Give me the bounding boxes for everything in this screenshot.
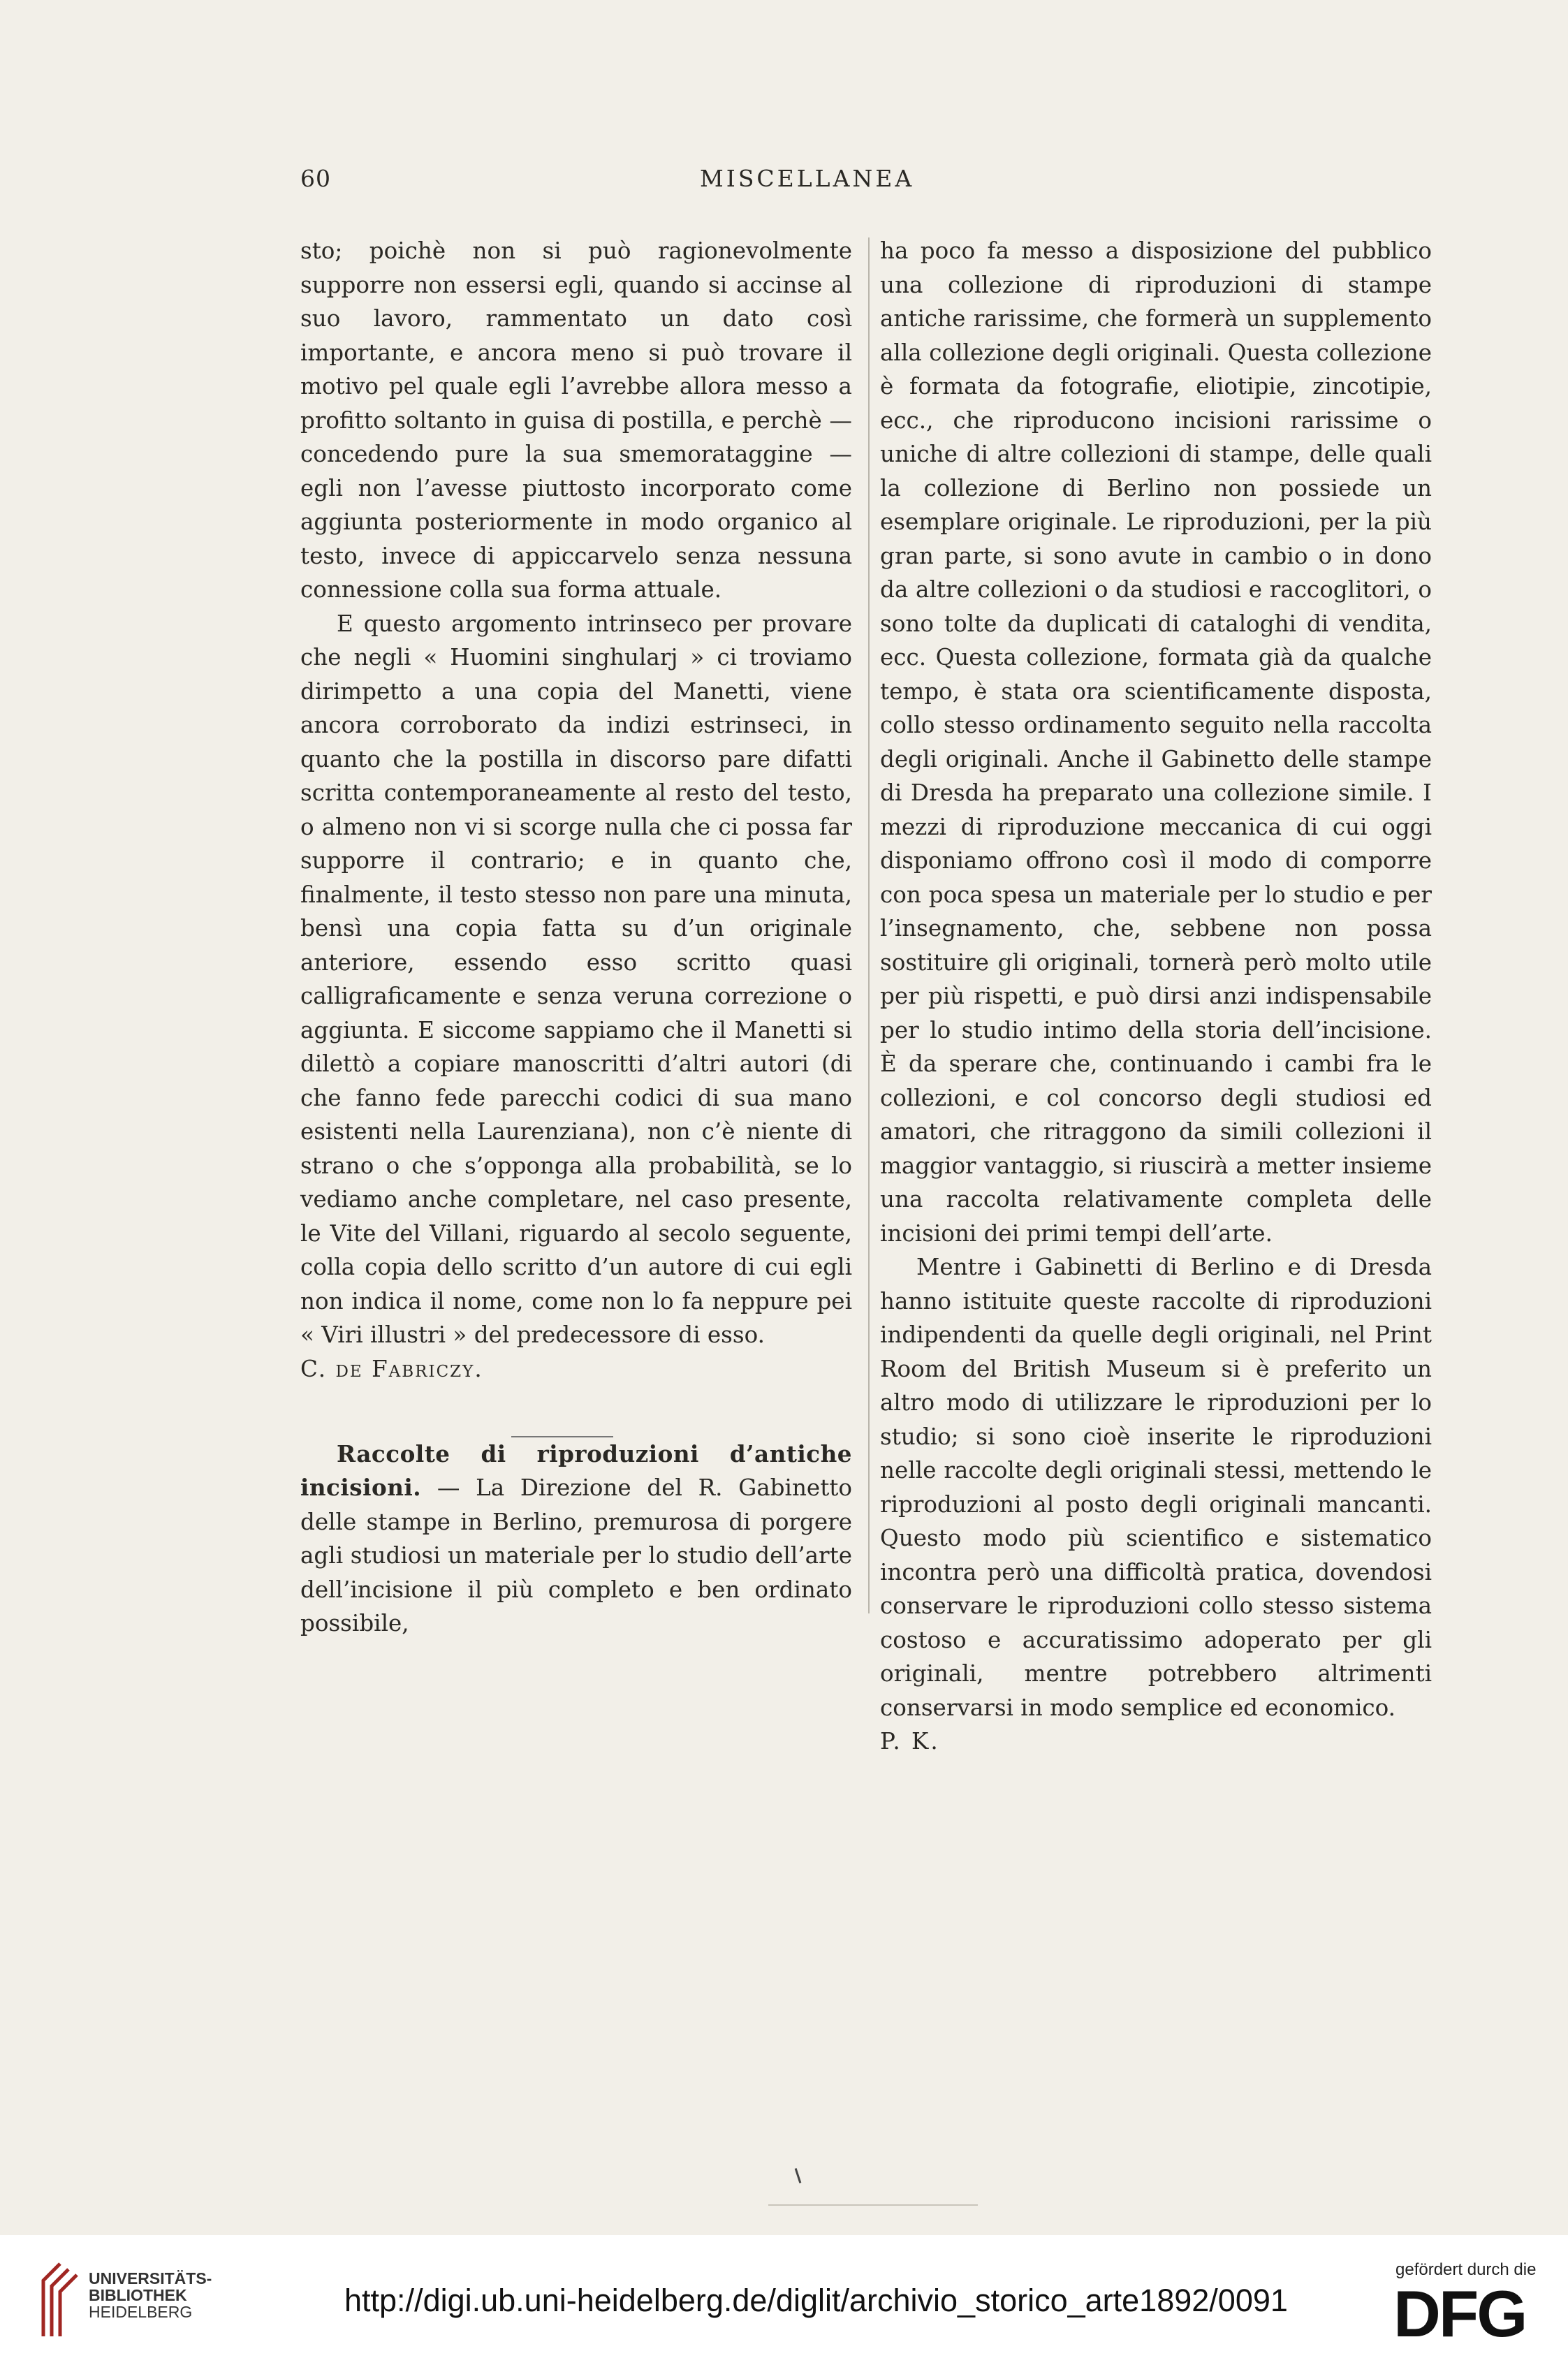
bottom-rule [768,2204,978,2206]
dfg-logo: DFG [1393,2277,1526,2350]
signature-fabriczy [300,1352,852,1386]
library-line-2: BIBLIOTHEK [89,2286,187,2304]
left-column [300,234,852,1641]
library-line-3: HEIDELBERG [89,2303,193,2321]
right-paragraph-2: Mentre i Gabinetti di Berlino e di Dresda hanno istituite queste raccolte di riproduzioni indipendenti da quelle degli originali, nel Print Room del British Museum si è preferito un altro modo di utilizzare le riproduzioni per lo studio; si sono cioè inserite le riproduzioni nelle raccolte degli originali stessi, mettendo le riproduzioni al posto degli originali mancanti. Questo modo più scientifico e sistematico incontra però una difficoltà pratica, dovendosi conservare le riproduzioni collo stesso sistema costoso e accuratissimo adoperato per gli originali, mentre potrebbero altrimenti conservarsi in modo semplice ed economico. [880,1254,1432,1721]
right-paragraph-1: ha poco fa messo a disposizione del pubblico una collezione di riproduzioni di stampe antiche rarissime, che formerà un supplemento alla collezione degli originali. Questa collezione è formata da fotografie, eliotipie, zincotipie, ecc., che riproducono incisioni rarissime o uniche di altre collezioni di stampe, delle quali la collezione di Berlino non possiede un esemplare originale. Le riproduzioni, per la più gran parte, si sono avute in cambio o in dono da altre collezioni o da studiosi e raccoglitori, o sono tolte da duplicati di cataloghi di vendita, ecc. Questa collezione, formata già da qualche tempo, è stata ora scientificamente disposta, collo stesso ordinamento seguito nella raccolta degli originali. Anche il Gabinetto delle stampe di Dresda ha preparato una collezione simile. I mezzi di riproduzione meccanica di cui oggi disponiamo offrono così il modo di comporre con poca spesa un materiale per lo studio e per l’insegnamento, che, sebbene non possa sostituire gli originali, tornerà però molto utile per più rispetti, e può dirsi anzi indispensabile per lo studio intimo della storia dell’incisione. È da sperare che, continuando i cambi fra le collezioni, e col concorso degli studiosi ed amatori, che ritraggono da simili collezioni il maggior vantaggio, si riuscirà a metter insieme una raccolta relativamente completa delle incisioni dei primi tempi dell’arte. [880,237,1432,1247]
left-paragraph-1: sto; poichè non si può ragionevolmente supporre non essersi egli, quando si accinse al suo lavoro, rammentato un dato così importante, e ancora meno si può trovare il motivo pel quale egli l’avrebbe allora messo a profitto soltanto in guisa di postilla, e perchè — concedendo pure la sua smemorataggine — egli non l’avesse piuttosto incorporato come aggiunta posteriormente in modo organico al testo, invece di appiccarvelo senza nessuna connessione colla sua forma attuale. [300,237,852,603]
permalink-url[interactable]: http://digi.ub.uni-heidelberg.de/diglit/archivio_storico_arte1892/0091 [344,2283,1288,2318]
ink-mark [795,2168,802,2183]
digitization-footer [0,2235,1568,2358]
column-rule [868,237,870,1613]
page-number: 60 [300,165,331,192]
section-title: Raccolte di riproduzioni d’antiche incisioni. [300,1440,852,1501]
funding-caption: gefördert durch die [1395,2260,1537,2279]
library-logo-icon [38,2258,82,2342]
library-name [89,2270,212,2320]
section-body: — La Direzione del R. Gabinetto delle stampe in Berlino, premurosa di porgere agli studiosi un materiale per lo studio dell’arte dell’incisione il più completo e ben ordinato possibile, [300,1474,853,1636]
library-line-1: UNIVERSITÄTS- [89,2269,212,2287]
running-title: MISCELLANEA [700,165,915,192]
section-raccolte [300,1437,852,1641]
right-column [880,234,1432,1759]
page-header [0,165,1568,200]
signature-name: de Fabriczy. [335,1355,483,1382]
section-divider [511,1436,613,1437]
left-paragraph-2: E questo argomento intrinseco per provare che negli « Huomini singhularj » ci troviamo dirimpetto a una copia del Manetti, viene ancora corroborato da indizi estrinseci, in quanto che la postilla in discorso pare difatti scritta contemporaneamente al resto del testo, o almeno non vi si scorge nulla che ci possa far supporre il contrario; e in quanto che, finalmente, il testo stesso non pare una minuta, bensì una copia fatta su d’un originale anteriore, essendo esso scritto quasi calligraficamente e senza veruna correzione o aggiunta. E siccome sappiamo che il Manetti si dilettò a copiare manoscritti d’altri autori (di che fanno fede parecchi codici di sua mano esistenti nella Laurenziana), non c’è niente di strano o che s’opponga alla probabilità, se lo vediamo anche completare, nel caso presente, le Vite del Villani, riguardo al secolo seguente, colla copia dello scritto d’un autore di cui egli non indica il nome, come non lo fa neppure pei « Viri illustri » del predecessore di esso. [300,610,852,1348]
signature-initial: C. [300,1355,328,1382]
signature-pk: P. K. [880,1728,940,1755]
